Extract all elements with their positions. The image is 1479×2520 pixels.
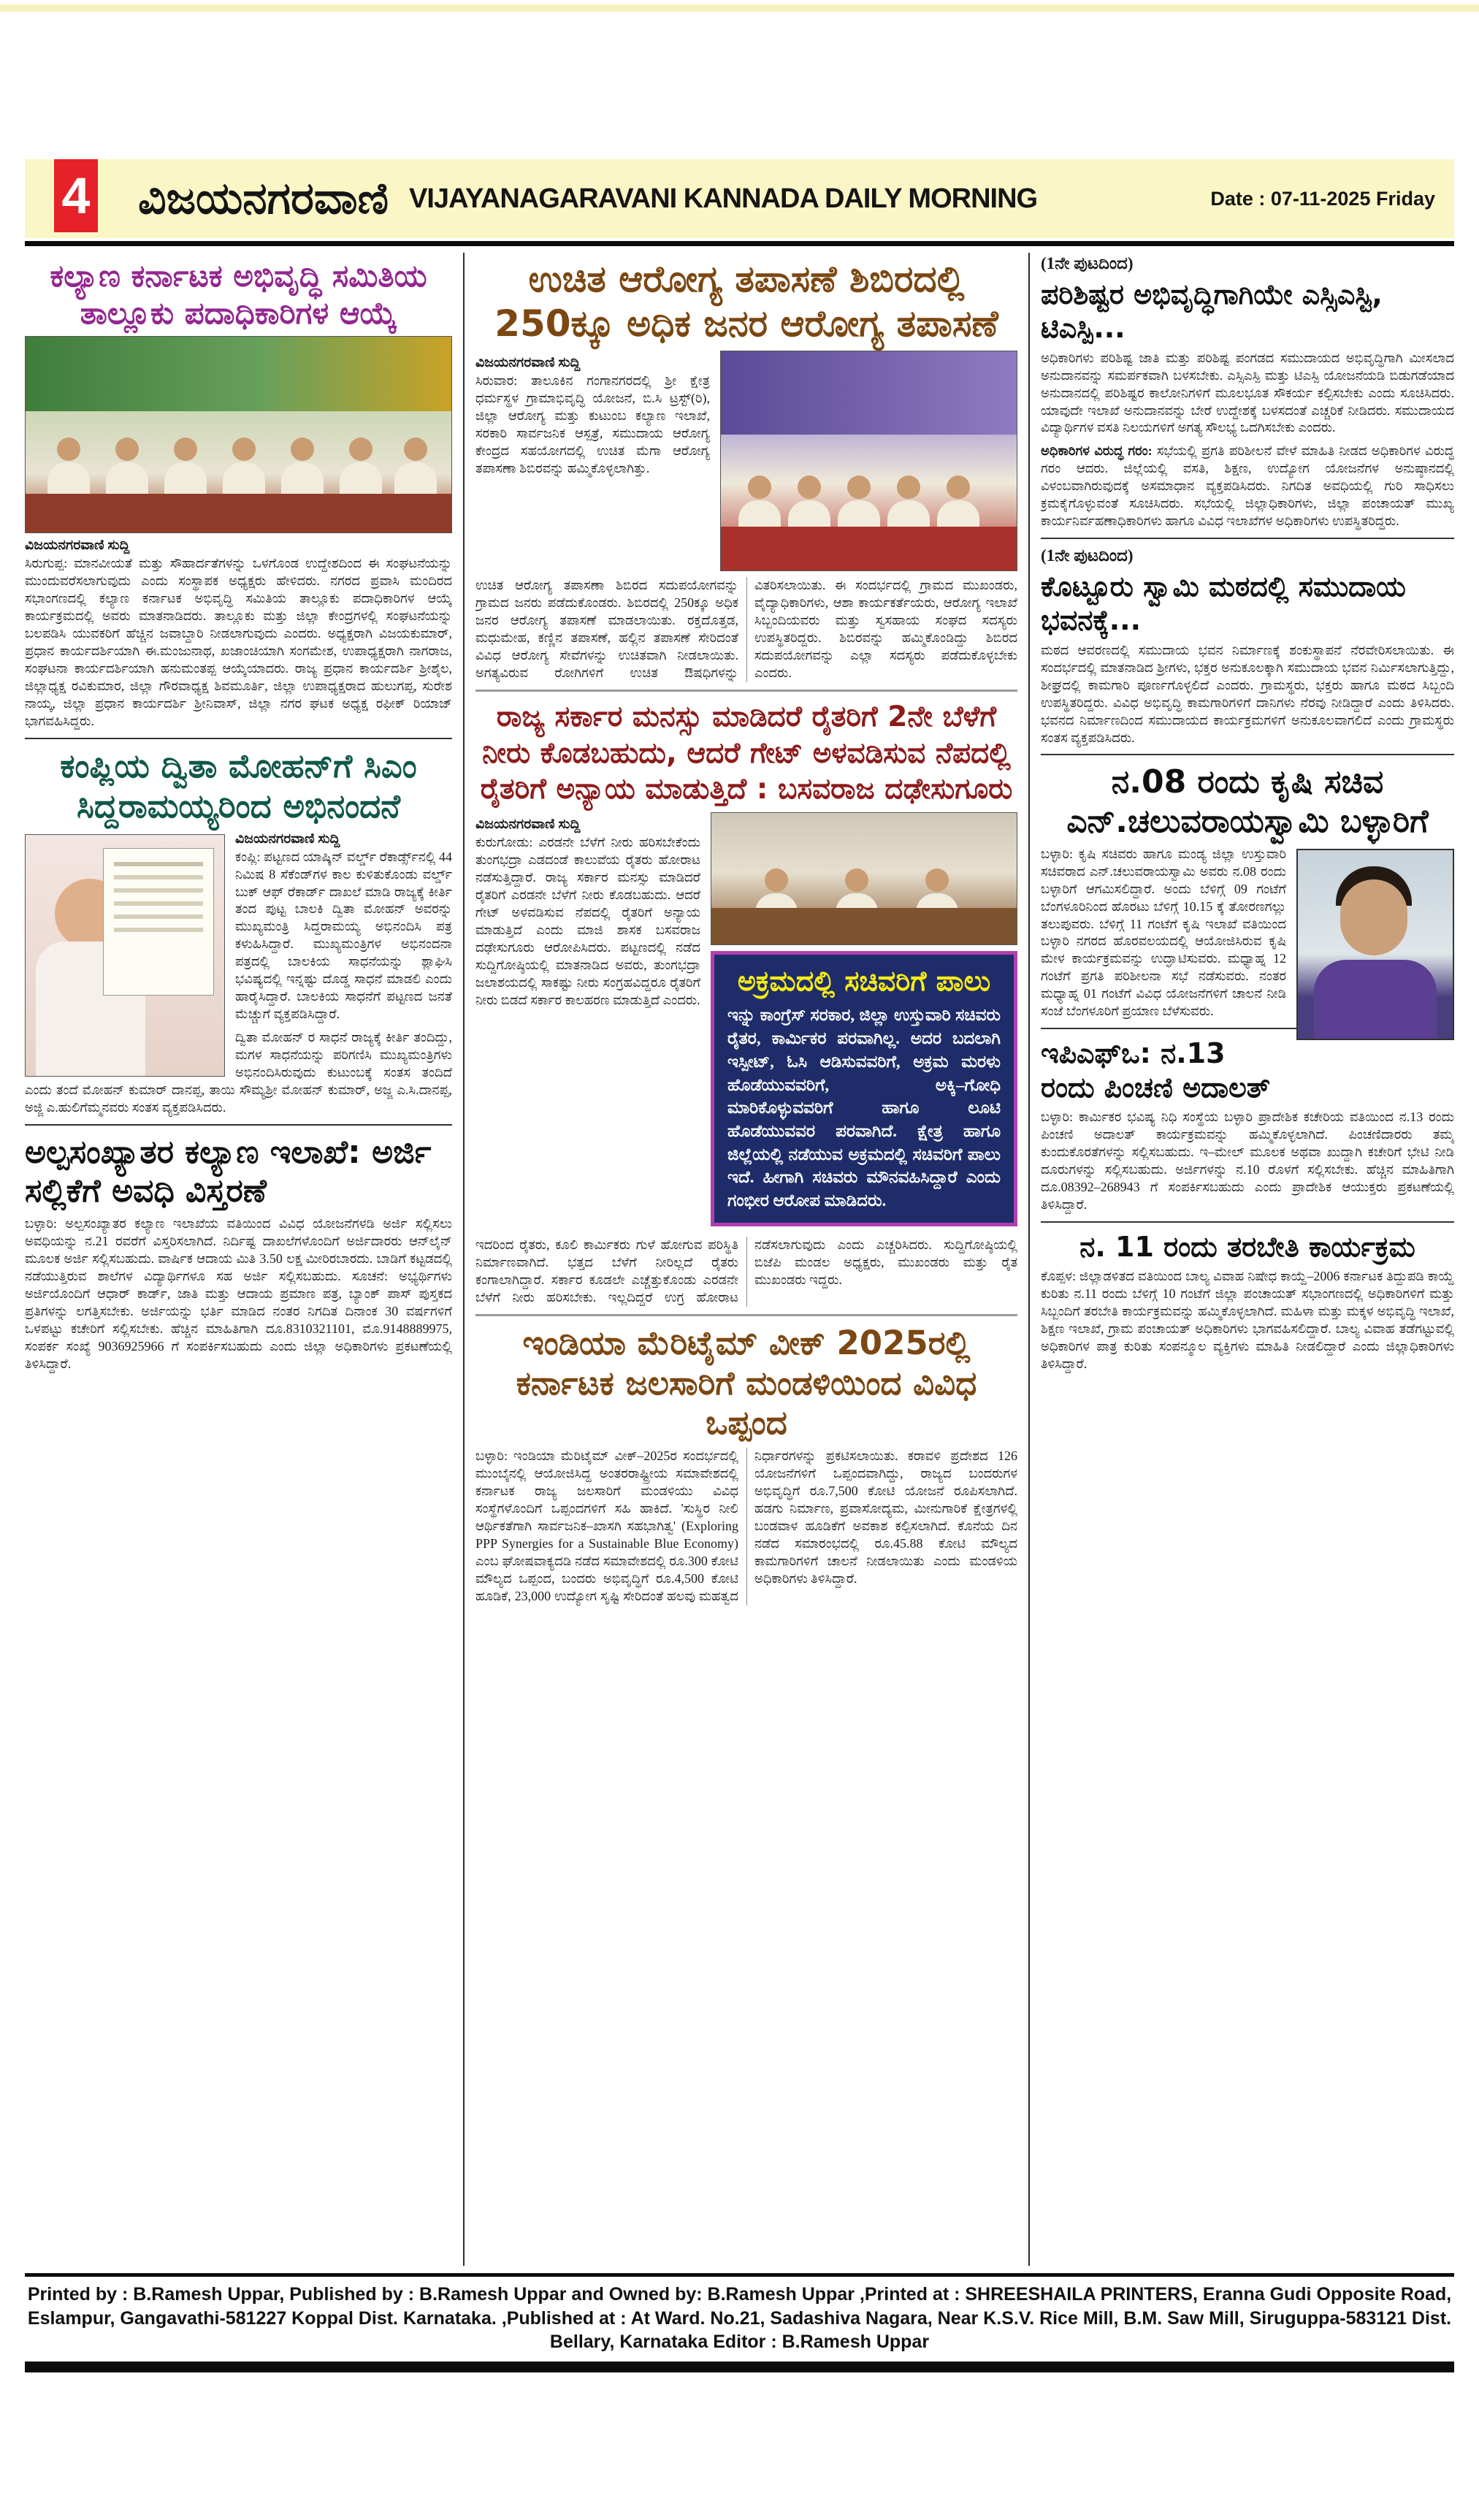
byline: ವಿಜಯನಗರವಾಣಿ ಸುದ್ದಿ	[475, 817, 581, 833]
article-scsp-tsp	[1041, 254, 1454, 530]
cm-letter-certificate	[103, 848, 214, 996]
photo-table-cloth	[26, 494, 451, 533]
photo-stage-backdrop	[721, 351, 1017, 435]
portrait-figure-face	[1340, 879, 1407, 955]
imprint-line-2: Eslampur, Gangavathi-581227 Koppal Dist. Karnataka. ,Published at : At Ward. No.21, Sadashiva Nagara, Near K.S.V. Rice Mill, B.M. Saw Mill, Siruguppa-583121 Dist.	[27, 2307, 1452, 2329]
article-divider	[475, 1314, 1017, 1316]
article-body: ಅಧಿಕಾರಿಗಳು ಪರಿಶಿಷ್ಟ ಜಾತಿ ಮತ್ತು ಪರಿಶಿಷ್ಟ ಪಂಗಡದ ಸಮುದಾಯದ ಅಭಿವೃದ್ಧಿಗಾಗಿ ಮೀಸಲಾದ ಅನುದಾನವನ್ನು ಸಮರ್ಪಕವಾಗಿ ಬಳಸಬೇಕು. ಎಸ್ಸಿಎಸ್ಪಿ ಮತ್ತು ಟಿಎಸ್ಪಿ ಯೋಜನೆಯಡಿ ಬಿಡುಗಡೆಯಾದ ಅನುದಾನದಲ್ಲಿ ಪರಿಶಿಷ್ಟರ ಕಾಲೋನಿಗಳಿಗೆ ಮೂಲಭೂತ ಸೌಕರ್ಯ ಕಲ್ಪಿಸಬೇಕು ಎಂದು ಸೂಚಿಸಿದರು. ಯಾವುದೇ ಇಲಾಖೆ ಅನುದಾನವನ್ನು ಬೇರೆ ಉದ್ದೇಶಕ್ಕೆ ಬಳಸದಂತೆ ಎಚ್ಚರಿಕೆ ನೀಡಿದರು. ಸಮುದಾಯದ ವಿದ್ಯಾರ್ಥಿಗಳ ವಸತಿ ನಿಲಯಗಳಿಗೆ ಅಗತ್ಯ ಸೌಲಭ್ಯ ಒದಗಿಸಬೇಕು ಎಂದರು.	[1041, 350, 1454, 435]
callout-body: ಇನ್ನು ಕಾಂಗ್ರೆಸ್ ಸರಕಾರ, ಜಿಲ್ಲಾ ಉಸ್ತುವಾರಿ ಸಚಿವರು ರೈತರ, ಕಾರ್ಮಿಕರ ಪರವಾಗಿಲ್ಲ. ಅದರ ಬದಲಾಗಿ ಇಸ್ಪೀಟ್, ಓಸಿ ಆಡಿಸುವವರಿಗೆ, ಅಕ್ರಮ ಮರಳು ಹೊಡೆಯುವವರಿಗೆ, ಅಕ್ಕಿ–ಗೋಧಿ ಮಾರಿಕೊಳ್ಳುವವರಿಗೆ ಹಾಗೂ ಲೂಟಿ ಹೊಡೆಯುವವರ ಪರವಾಗಿದೆ. ಕ್ಷೇತ್ರ ಹಾಗೂ ಜಿಲ್ಲೆಯಲ್ಲಿ ನಡೆಯುವ ಅಕ್ರಮದಲ್ಲಿ ಸಚಿವರಿಗೆ ಪಾಲು ಇದೆ. ಹೀಗಾಗಿ ಸಚಿವರು ಮೌನವಹಿಸಿದ್ದಾರೆ ಎಂದು ಗಂಭೀರ ಆರೋಪ ಮಾಡಿದರು.	[727, 1006, 1001, 1210]
paper-title-english: VIJAYANAGARAVANI KANNADA DAILY MORNING	[409, 183, 1038, 214]
article-body: ಬಳ್ಳಾರಿ: ಅಲ್ಪಸಂಖ್ಯಾತರ ಕಲ್ಯಾಣ ಇಲಾಖೆಯ ವತಿಯಿಂದ ವಿವಿಧ ಯೋಜನೆಗಳಡಿ ಅರ್ಜಿ ಸಲ್ಲಿಸಲು ಅವಧಿಯನ್ನು ನ.21 ರವರೆಗೆ ವಿಸ್ತರಿಸಲಾಗಿದೆ. ನಿರ್ದಿಷ್ಟ ದಾಖಲೆಗಳೊಂದಿಗೆ ಅರ್ಜಿದಾರರು ಆನ್‌ಲೈನ್ ಮೂಲಕ ಅರ್ಜಿ ಸಲ್ಲಿಸಬಹುದು. ವಾರ್ಷಿಕ ಆದಾಯ ಮಿತಿ 3.50 ಲಕ್ಷ ಮೀರಿರಬಾರದು. ಬಾಡಿಗೆ ಕಟ್ಟಡದಲ್ಲಿ ನಡೆಯುತ್ತಿರುವ ಶಾಲೆಗಳ ವಿದ್ಯಾರ್ಥಿಗಳೂ ಸಹ ಅರ್ಜಿ ಸಲ್ಲಿಸಬಹುದು. ಸೂಚನೆ: ಅಭ್ಯರ್ಥಿಗಳು ಅರ್ಜಿಯೊಂದಿಗೆ ಆಧಾರ್ ಕಾರ್ಡ್, ಜಾತಿ ಮತ್ತು ಆದಾಯ ಪ್ರಮಾಣ ಪತ್ರ, ಬ್ಯಾಂಕ್ ಪಾಸ್ ಪುಸ್ತಕದ ಪ್ರತಿಗಳನ್ನು ಲಗತ್ತಿಸಬೇಕು. ಅರ್ಜಿಯನ್ನು ಭರ್ತಿ ಮಾಡಿದ ನಂತರ ನಿಗದಿತ ದಿನಾಂಕ 30 ವರ್ಷಗಳಿಗೆ ಒಳಪಟ್ಟು ಕಚೇರಿಗೆ ಸಲ್ಲಿಸಬೇಕು. ಹೆಚ್ಚಿನ ಮಾಹಿತಿಗಾಗಿ ದೂ.8310321101, ಮೊ.9148889975, ಸಂಪರ್ಕ ಸಂಖ್ಯೆ 9036925966 ಗೆ ಸಂಪರ್ಕಿಸಬಹುದು ಎಂದು ಜಿಲ್ಲಾ ಅಧಿಕಾರಿಗಳು ಪ್ರಕಟಣೆಯಲ್ಲಿ ತಿಳಿಸಿದ್ದಾರೆ.	[25, 1216, 452, 1371]
imprint-line-1: Printed by : B.Ramesh Uppar, Published by : B.Ramesh Uppar and Owned by: B.Ramesh Uppar ,Printed at : SHREESHAILA PRINTERS, Eranna Gudi Opposite Road,	[27, 2284, 1452, 2305]
article-minister-visit	[1041, 763, 1454, 1020]
column-rule	[463, 253, 465, 2266]
headline-maritime-week: ಇಂಡಿಯಾ ಮೆರಿಟೈಮ್ ವೀಕ್ 2025ರಲ್ಲಿ ಕರ್ನಾಟಕ ಜಲಸಾರಿಗೆ ಮಂಡಳಿಯಿಂದ ವಿವಿಧ ಒಪ್ಪಂದ	[516, 1323, 977, 1443]
callout-box	[711, 951, 1017, 1226]
article-maritime-week	[475, 1324, 1017, 1605]
photo-baby-with-certificate	[25, 834, 225, 1077]
headline-health-camp: ಉಚಿತ ಆರೋಗ್ಯ ತಪಾಸಣೆ ಶಿಬಿರದಲ್ಲಿ 250ಕ್ಕೂ ಅಧಿಕ ಜನರ ಆರೋಗ್ಯ ತಪಾಸಣೆ	[494, 258, 998, 345]
byline: ವಿಜಯನಗರವಾಣಿ ಸುದ್ದಿ	[235, 831, 340, 847]
article-body: ಬಳ್ಳಾರಿ: ಕಾರ್ಮಿಕರ ಭವಿಷ್ಯ ನಿಧಿ ಸಂಸ್ಥೆಯ ಬಳ್ಳಾರಿ ಪ್ರಾದೇಶಿಕ ಕಚೇರಿಯ ವತಿಯಿಂದ ನ.13 ರಂದು ಪಿಂಚಣಿ ಅದಾಲತ್ ಕಾರ್ಯಕ್ರಮವನ್ನು ಹಮ್ಮಿಕೊಳ್ಳಲಾಗಿದೆ. ಪಿಂಚಣಿದಾರರು ತಮ್ಮ ಕುಂದುಕೊರತೆಗಳನ್ನು ಸಲ್ಲಿಸಬಹುದು. ಇ–ಮೇಲ್ ಮೂಲಕ ಅಥವಾ ಖುದ್ದಾಗಿ ಕಚೇರಿಗೆ ಭೇಟಿ ನೀಡಿ ದೂರುಗಳನ್ನು ಸಲ್ಲಿಸಬಹುದು. ಅರ್ಜಿಗಳನ್ನು ನ.10 ರೊಳಗೆ ಸಲ್ಲಿಸಬೇಕು. ಹೆಚ್ಚಿನ ಮಾಹಿತಿಗಾಗಿ ದೂ.08392–268943 ಗೆ ಸಂಪರ್ಕಿಸಬಹುದು ಎಂದು ಪ್ರಾದೇಶಿಕ ಆಯುಕ್ತರು ಪ್ರಕಟಣೆಯಲ್ಲಿ ತಿಳಿಸಿದ್ದಾರೆ.	[1041, 1109, 1454, 1212]
article-body: ಕಂಪ್ಲಿ: ಪಟ್ಟಣದ ಯಾಷ್ಕಿನ್ ವರ್ಲ್ಡ್ ರೆಕಾರ್ಡ್ಸ್‌ನಲ್ಲಿ 44 ನಿಮಿಷ 8 ಸೆಕೆಂಡ್‌ಗಳ ಕಾಲ ಕುಳಿತುಕೊಂಡು ವರ್ಲ್ಡ್ ಬುಕ್ ಆಫ್ ರೆಕಾರ್ಡ್ ದಾಖಲೆ ಮಾಡಿ ರಾಜ್ಯಕ್ಕೆ ಕೀರ್ತಿ ತಂದ ಪುಟ್ಟ ಬಾಲಕಿ ದ್ವಿತಾ ಮೋಹನ್ ಅವರನ್ನು ಮುಖ್ಯಮಂತ್ರಿ ಸಿದ್ದರಾಮಯ್ಯ ಅಭಿನಂದಿಸಿ ಪತ್ರ ಕಳುಹಿಸಿದ್ದಾರೆ. ಮುಖ್ಯಮಂತ್ರಿಗಳ ಅಭಿನಂದನಾ ಪತ್ರದಲ್ಲಿ ಬಾಲಕಿಯ ಸಾಧನೆಯನ್ನು ಶ್ಲಾಘಿಸಿ ಭವಿಷ್ಯದಲ್ಲಿ ಇನ್ನಷ್ಟು ದೊಡ್ಡ ಸಾಧನೆ ಮಾಡಲಿ ಎಂದು ಹಾರೈಸಿದ್ದಾರೆ. ಬಾಲಕಿಯ ಸಾಧನೆಗೆ ಪಟ್ಟಣದ ಜನತೆ ಮೆಚ್ಚುಗೆ ವ್ಯಕ್ತಪಡಿಸಿದ್ದಾರೆ.	[235, 849, 452, 1022]
article-kalyana-karnataka	[25, 257, 452, 730]
article-body-continued: ಇದರಿಂದ ರೈತರು, ಕೂಲಿ ಕಾರ್ಮಿಕರು ಗುಳೆ ಹೋಗುವ ಪರಿಸ್ಥಿತಿ ನಿರ್ಮಾಣವಾಗಿದೆ. ಭತ್ತದ ಬೆಳೆಗೆ ನೀರಿಲ್ಲದೆ ರೈತರು ಕಂಗಾಲಾಗಿದ್ದಾರೆ. ಸರ್ಕಾರ ಕೂಡಲೇ ಎಚ್ಚೆತ್ತುಕೊಂಡು ಎರಡನೇ ಬೆಳೆಗೆ ನೀರು ಹರಿಸಬೇಕು. ಇಲ್ಲದಿದ್ದರೆ ಉಗ್ರ ಹೋರಾಟ ನಡೆಸಲಾಗುವುದು ಎಂದು ಎಚ್ಚರಿಸಿದರು. ಸುದ್ದಿಗೋಷ್ಠಿಯಲ್ಲಿ ಬಿಜೆಪಿ ಮಂಡಲ ಅಧ್ಯಕ್ಷರು, ಮುಖಂಡರು ಮತ್ತು ರೈತ ಮುಖಂಡರು ಇದ್ದರು.	[475, 1237, 1017, 1305]
masthead	[25, 159, 1454, 238]
headline-scsp-tsp: ಪರಿಶಿಷ್ಟರ ಅಭಿವೃದ್ಧಿಗಾಗಿಯೇ ಎಸ್ಸಿಎಸ್ಟಿ, ಟಿಎಸ್ಪಿ...	[1041, 278, 1383, 345]
article-divider	[25, 738, 452, 739]
article-kottur-matha	[1041, 546, 1454, 747]
photo-banner-backdrop	[26, 337, 451, 411]
headline-minority-welfare: ಅಲ್ಪಸಂಖ್ಯಾತರ ಕಲ್ಯಾಣ ಇಲಾಖೆ: ಅರ್ಜಿ ಸಲ್ಲಿಕೆಗೆ ಅವಧಿ ವಿಸ್ತರಣೆ	[25, 1133, 432, 1210]
article-health-camp	[475, 257, 1017, 682]
portrait-figure-shirt	[1314, 960, 1437, 1039]
photo-committee-group	[25, 336, 452, 533]
article-divider	[475, 690, 1017, 692]
headline-kalyana-karnataka: ಕಲ್ಯಾಣ ಕರ್ನಾಟಕ ಅಭಿವೃದ್ಧಿ ಸಮಿತಿಯ ತಾಲ್ಲೂಕು ಪದಾಧಿಕಾರಿಗಳ ಆಯ್ಕೆ	[50, 258, 427, 332]
photo-table	[711, 908, 1017, 944]
headline-kottur-matha: ಕೊಟ್ಟೂರು ಸ್ವಾಮಿ ಮಠದಲ್ಲಿ ಸಮುದಾಯ ಭವನಕ್ಕೆ...	[1041, 570, 1406, 637]
article-body-continued: ದ್ವಿತಾ ಮೋಹನ್ ರ ಸಾಧನೆ ರಾಜ್ಯಕ್ಕೆ ಕೀರ್ತಿ ತಂದಿದ್ದು, ಮಗಳ ಸಾಧನೆಯನ್ನು ಪರಿಗಣಿಸಿ ಮುಖ್ಯಮಂತ್ರಿಗಳು ಅಭಿನಂದಿಸಿರುವುದು ಕುಟುಂಬಕ್ಕೆ ಸಂತಸ ತಂದಿದೆ ಎಂದು ತಂದೆ ಮೋಹನ್ ಕುಮಾರ್ ದಾನಪ್ಪ, ತಾಯಿ ಸೌಮ್ಯಶ್ರೀ ಮೋಹನ್ ಕುಮಾರ್, ಅಜ್ಜ ಎ.ಸಿ.ದಾನಪ್ಪ, ಅಜ್ಜಿ ಎ.ಹುಲಿಗೆಮ್ಮನವರು ಸಂತಸ ವ್ಯಕ್ತಪಡಿಸಿದರು.	[25, 1030, 452, 1115]
photo-health-camp	[720, 351, 1017, 571]
article-body: ಸಿರುಗುಪ್ಪ: ಮಾನವೀಯತೆ ಮತ್ತು ಸೌಹಾರ್ದತೆಗಳನ್ನು ಒಳಗೊಂಡ ಉದ್ದೇಶದಿಂದ ಈ ಸಂಘಟನೆಯನ್ನು ಮುಂದುವರೆಸಲಾಗುವುದು ಎಂದು ಸಂಸ್ಥಾಪಕ ಅಧ್ಯಕ್ಷರು ಹೇಳಿದರು. ನಗರದ ಪ್ರವಾಸಿ ಮಂದಿರದ ಸಭಾಂಗಣದಲ್ಲಿ ಕಲ್ಯಾಣ ಕರ್ನಾಟಕ ಅಭಿವೃದ್ಧಿ ಸಮಿತಿಯ ತಾಲ್ಲೂಕು ಪದಾಧಿಕಾರಿಗಳ ಆಯ್ಕೆ ಕಾರ್ಯಕ್ರಮದಲ್ಲಿ ಅವರು ಮಾತನಾಡಿದರು. ತಾಲ್ಲೂಕು ಮತ್ತು ಜಿಲ್ಲಾ ಕೇಂದ್ರಗಳಲ್ಲಿ ಸಂಘಟನೆಯನ್ನು ಬಲಪಡಿಸಿ ಯುವಕರಿಗೆ ಹೆಚ್ಚಿನ ಜವಾಬ್ದಾರಿ ನೀಡಲಾಗುವುದು ಎಂದರು. ಅಧ್ಯಕ್ಷರಾಗಿ ವಿಜಯಕುಮಾರ್, ಪ್ರಧಾನ ಕಾರ್ಯದರ್ಶಿಯಾಗಿ ಈ.ಮಂಜುನಾಥ, ಖಜಾಂಚಿಯಾಗಿ ಸಂಗಮೇಶ, ಉಪಾಧ್ಯಕ್ಷರಾಗಿ ನಾಗರಾಜ, ಸಂಘಟನಾ ಕಾರ್ಯದರ್ಶಿಯಾಗಿ ಹನುಮಂತಪ್ಪ ಆಯ್ಕೆಯಾದರು. ರಾಜ್ಯ ಪ್ರಧಾನ ಕಾರ್ಯದರ್ಶಿ ಶ್ರೀಶೈಲ, ಜಿಲ್ಲಾಧ್ಯಕ್ಷ ರವಿಕುಮಾರ, ಜಿಲ್ಲಾ ಗೌರವಾಧ್ಯಕ್ಷ ಶಿವಮೂರ್ತಿ, ಜಿಲ್ಲಾ ಉಪಾಧ್ಯಕ್ಷರಾದ ಹುಲುಗಪ್ಪ, ಸುರೇಶ ನಾಯ್ಕ, ಜಿಲ್ಲಾ ಪ್ರಧಾನ ಕಾರ್ಯದರ್ಶಿ ಶ್ರೀನಿವಾಸ್, ಜಿಲ್ಲಾ ನಗರ ಘಟಕ ಅಧ್ಯಕ್ಷ ರಫೀಕ್ ರಿಯಾಜ್ ಭಾಗವಹಿಸಿದ್ದರು.	[25, 556, 452, 728]
article-body-continued: ಉಚಿತ ಆರೋಗ್ಯ ತಪಾಸಣಾ ಶಿಬಿರದ ಸದುಪಯೋಗವನ್ನು ಗ್ರಾಮದ ಜನರು ಪಡೆದುಕೊಂಡರು. ಶಿಬಿರದಲ್ಲಿ 250ಕ್ಕೂ ಅಧಿಕ ಜನರ ಆರೋಗ್ಯ ತಪಾಸಣೆ ಮಾಡಲಾಯಿತು. ರಕ್ತದೊತ್ತಡ, ಮಧುಮೇಹ, ಕಣ್ಣಿನ ತಪಾಸಣೆ, ಹಲ್ಲಿನ ತಪಾಸಣೆ ಸೇರಿದಂತೆ ವಿವಿಧ ಆರೋಗ್ಯ ಸೇವೆಗಳನ್ನು ಉಚಿತವಾಗಿ ನೀಡಲಾಯಿತು. ಅಗತ್ಯವಿರುವ ರೋಗಿಗಳಿಗೆ ಉಚಿತ ಔಷಧಿಗಳನ್ನು ವಿತರಿಸಲಾಯಿತು. ಈ ಸಂದರ್ಭದಲ್ಲಿ ಗ್ರಾಮದ ಮುಖಂಡರು, ವೈದ್ಯಾಧಿಕಾರಿಗಳು, ಆಶಾ ಕಾರ್ಯಕರ್ತೆಯರು, ಆರೋಗ್ಯ ಇಲಾಖೆ ಸಿಬ್ಬಂದಿಯವರು ಮತ್ತು ಸ್ವಸಹಾಯ ಸಂಘದ ಸದಸ್ಯರು ಉಪಸ್ಥಿತರಿದ್ದರು. ಶಿಬಿರವನ್ನು ಹಮ್ಮಿಕೊಂಡಿದ್ದು ಶಿಬಿರದ ಸದುಪಯೋಗವನ್ನು ಎಲ್ಲಾ ಸದಸ್ಯರು ಪಡೆದುಕೊಳ್ಳಬೇಕು ಎಂದರು.	[475, 578, 1017, 680]
article-divider	[25, 1124, 452, 1126]
page-number: 4	[54, 159, 98, 232]
photo-press-meet	[711, 812, 1017, 945]
masthead-rule	[25, 241, 1454, 246]
column-rule	[1028, 253, 1030, 2266]
issue-date: Date : 07-11-2025 Friday	[1210, 187, 1435, 210]
article-divider	[1041, 754, 1454, 755]
article-body: ಕುರುಗೋಡು: ಎರಡನೇ ಬೆಳೆಗೆ ನೀರು ಹರಿಸಬೇಕೆಂದು ತುಂಗಭದ್ರಾ ಎಡದಂಡೆ ಕಾಲುವೆಯ ರೈತರು ಹೋರಾಟ ನಡೆಸುತ್ತಿದ್ದಾರೆ. ರಾಜ್ಯ ಸರ್ಕಾರ ಮನಸ್ಸು ಮಾಡಿದರೆ ರೈತರಿಗೆ ಎರಡನೇ ಬೆಳೆಗೆ ನೀರು ಕೊಡಬಹುದು. ಆದರೆ ಗೇಟ್ ಅಳವಡಿಸುವ ನೆಪದಲ್ಲಿ ರೈತರಿಗೆ ಅನ್ಯಾಯ ಮಾಡುತ್ತಿದೆ ಎಂದು ಮಾಜಿ ಶಾಸಕ ಬಸವರಾಜ ದಢೇಸುಗೂರು ಆರೋಪಿಸಿದರು. ಪಟ್ಟಣದಲ್ಲಿ ನಡೆದ ಸುದ್ದಿಗೋಷ್ಠಿಯಲ್ಲಿ ಮಾತನಾಡಿದ ಅವರು, ತುಂಗಭದ್ರಾ ಜಲಾಶಯದಲ್ಲಿ ಸಾಕಷ್ಟು ನೀರು ಸಂಗ್ರಹವಿದ್ದರೂ ರೈತರಿಗೆ ನೀರು ಬಿಡದೆ ಸರ್ಕಾರ ಕಾಲಹರಣ ಮಾಡುತ್ತಿದೆ ಎಂದರು.	[475, 835, 700, 1007]
continued-from-page1-label: (1ನೇ ಪುಟದಿಂದ)	[1041, 254, 1134, 272]
center-column	[475, 253, 1017, 2266]
article-dadhesugur-press	[475, 699, 1017, 1307]
left-column	[25, 253, 452, 2266]
article-divider	[1041, 1221, 1454, 1223]
article-body: ಸಿರುವಾರ: ತಾಲೂಕಿನ ಗಂಗಾನಗರದಲ್ಲಿ ಶ್ರೀ ಕ್ಷೇತ್ರ ಧರ್ಮಸ್ಥಳ ಗ್ರಾಮಾಭಿವೃದ್ಧಿ ಯೋಜನೆ, ಬಿ.ಸಿ ಟ್ರಸ್ಟ್(ರಿ), ಜಿಲ್ಲಾ ಆರೋಗ್ಯ ಮತ್ತು ಕುಟುಂಬ ಕಲ್ಯಾಣ ಇಲಾಖೆ, ಸರಕಾರಿ ಸಾರ್ವಜನಿಕ ಆಸ್ಪತ್ರೆ, ಸಮುದಾಯ ಆರೋಗ್ಯ ಕೇಂದ್ರದ ಸಹಯೋಗದಲ್ಲಿ ಉಚಿತ ಮೆಗಾ ಆರೋಗ್ಯ ತಪಾಸಣಾ ಶಿಬಿರವನ್ನು ಹಮ್ಮಿಕೊಳ್ಳಲಾಗಿತ್ತು.	[475, 373, 710, 476]
headline-minister-visit: ನ.08 ರಂದು ಕೃಷಿ ಸಚಿವ ಎನ್.ಚಲುವರಾಯಸ್ವಾಮಿ ಬಳ್ಳಾರಿಗೆ	[1066, 763, 1429, 841]
right-column	[1041, 253, 1454, 2266]
byline: ವಿಜಯನಗರವಾಣಿ ಸುದ್ದಿ	[25, 538, 130, 554]
article-divider	[1041, 538, 1454, 539]
article-minority-welfare	[25, 1133, 452, 1373]
footer-rule	[25, 2273, 1454, 2277]
headline-epfo-adalat: ಇಪಿಎಫ್ಒ: ನ.13 ರಂದು ಪಿಂಚಣಿ ಅದಾಲತ್	[1041, 1037, 1271, 1104]
article-body: ಬಳ್ಳಾರಿ: ಇಂಡಿಯಾ ಮೆರಿಟೈಮ್ ವೀಕ್–2025ರ ಸಂದರ್ಭದಲ್ಲಿ ಮುಂಬೈನಲ್ಲಿ ಆಯೋಜಿಸಿದ್ದ ಅಂತರರಾಷ್ಟ್ರೀಯ ಸಮಾವೇಶದಲ್ಲಿ ಕರ್ನಾಟಕ ರಾಜ್ಯ ಜಲಸಾರಿಗೆ ಮಂಡಳಿಯು ವಿವಿಧ ಸಂಸ್ಥೆಗಳೊಂದಿಗೆ ಒಪ್ಪಂದಗಳಿಗೆ ಸಹಿ ಹಾಕಿದೆ. 'ಸುಸ್ಥಿರ ನೀಲಿ ಆರ್ಥಿಕತೆಗಾಗಿ ಸಾರ್ವಜನಿಕ–ಖಾಸಗಿ ಸಹಭಾಗಿತ್ವ' (Exploring PPP Synergies for a Sustainable Blue Economy) ಎಂಬ ಘೋಷವಾಕ್ಯದಡಿ ನಡೆದ ಸಮಾವೇಶದಲ್ಲಿ ರೂ.300 ಕೋಟಿ ಮೌಲ್ಯದ ಒಪ್ಪಂದ, ಬಂದರು ಅಭಿವೃದ್ಧಿಗೆ ರೂ.4,500 ಕೋಟಿ ಹೂಡಿಕೆ, 23,000 ಉದ್ಯೋಗ ಸೃಷ್ಟಿ ಸೇರಿದಂತೆ ಹಲವು ಮಹತ್ವದ ನಿರ್ಧಾರಗಳನ್ನು ಪ್ರಕಟಿಸಲಾಯಿತು. ಕರಾವಳಿ ಪ್ರದೇಶದ 126 ಯೋಜನೆಗಳಿಗೆ ಒಪ್ಪಂದವಾಗಿದ್ದು, ರಾಜ್ಯದ ಬಂದರುಗಳ ಅಭಿವೃದ್ಧಿಗೆ ರೂ.7,500 ಕೋಟಿ ಯೋಜನೆ ರೂಪಿಸಲಾಗಿದೆ. ಹಡಗು ನಿರ್ಮಾಣ, ಪ್ರವಾಸೋದ್ಯಮ, ಮೀನುಗಾರಿಕೆ ಕ್ಷೇತ್ರಗಳಲ್ಲಿ ಬಂಡವಾಳ ಹೂಡಿಕೆಗೆ ಅವಕಾಶ ಕಲ್ಪಿಸಲಾಗಿದೆ. ಕೊನೆಯ ದಿನ ನಡೆದ ಸಮಾರಂಭದಲ್ಲಿ ರೂ.45.88 ಕೋಟಿ ಮೌಲ್ಯದ ಕಾಮಗಾರಿಗಳಿಗೆ ಚಾಲನೆ ನೀಡಲಾಯಿತು ಎಂದು ಮಂಡಳಿಯ ಅಧಿಕಾರಿಗಳು ತಿಳಿಸಿದ್ದಾರೆ.	[475, 1448, 1017, 1603]
headline-training-program: ನ. 11 ರಂದು ತರಬೇತಿ ಕಾರ್ಯಕ್ರಮ	[1079, 1230, 1415, 1263]
imprint-footer	[25, 2273, 1454, 2372]
imprint-line-3: Bellary, Karnataka Editor : B.Ramesh Uppar	[549, 2332, 930, 2352]
article-body: ಬಳ್ಳಾರಿ: ಕೃಷಿ ಸಚಿವರು ಹಾಗೂ ಮಂಡ್ಯ ಜಿಲ್ಲಾ ಉಸ್ತುವಾರಿ ಸಚಿವರಾದ ಎನ್.ಚಲುವರಾಯಸ್ವಾಮಿ ಅವರು ನ.08 ರಂದು ಬಳ್ಳಾರಿಗೆ ಆಗಮಿಸಲಿದ್ದಾರೆ. ಅಂದು ಬೆಳಿಗ್ಗೆ 09 ಗಂಟೆಗೆ ಬೆಂಗಳೂರಿನಿಂದ ಹೊರಟು ಬೆಳಿಗ್ಗೆ 10.15 ಕ್ಕೆ ತೋರಣಗಲ್ಲು ತಲುಪುವರು. ಬೆಳಿಗ್ಗೆ 11 ಗಂಟೆಗೆ ಕೃಷಿ ಇಲಾಖೆ ವತಿಯಿಂದ ಬಳ್ಳಾರಿ ನಗರದ ಹೊರವಲಯದಲ್ಲಿ ಆಯೋಜಿಸಿರುವ ಕೃಷಿ ಮೇಳ ಕಾರ್ಯಕ್ರಮವನ್ನು ಉದ್ಘಾಟಿಸುವರು. ಮಧ್ಯಾಹ್ನ 12 ಗಂಟೆಗೆ ಪ್ರಗತಿ ಪರಿಶೀಲನಾ ಸಭೆ ನಡೆಸುವರು. ನಂತರ ಮಧ್ಯಾಹ್ನ 01 ಗಂಟೆಗೆ ವಿವಿಧ ಯೋಜನೆಗಳಿಗೆ ಚಾಲನೆ ನೀಡಿ ಸಂಜೆ ಬೆಂಗಳೂರಿಗೆ ಪ್ರಯಾಣ ಬೆಳೆಸುವರು.	[1041, 846, 1286, 1019]
byline: ವಿಜಯನಗರವಾಣಿ ಸುದ್ದಿ	[475, 355, 581, 370]
headline-dvita-mohan: ಕಂಪ್ಲಿಯ ದ್ವಿತಾ ಮೋಹನ್‌ಗೆ ಸಿಎಂ ಸಿದ್ದರಾಮಯ್ಯರಿಂದ ಅಭಿನಂದನೆ	[60, 746, 417, 825]
article-training-program	[1041, 1230, 1454, 1373]
page-columns	[25, 253, 1454, 2266]
photo-chairs-row	[721, 527, 1017, 570]
article-body: ಮಠದ ಆವರಣದಲ್ಲಿ ಸಮುದಾಯ ಭವನ ನಿರ್ಮಾಣಕ್ಕೆ ಶಂಕುಸ್ಥಾಪನೆ ನೆರವೇರಿಸಲಾಯಿತು. ಈ ಸಂದರ್ಭದಲ್ಲಿ ಮಾತನಾಡಿದ ಶ್ರೀಗಳು, ಭಕ್ತರ ಅನುಕೂಲಕ್ಕಾಗಿ ಸಮುದಾಯ ಭವನ ನಿರ್ಮಿಸಲಾಗುತ್ತಿದ್ದು, ಶೀಘ್ರದಲ್ಲಿ ಕಾಮಗಾರಿ ಪೂರ್ಣಗೊಳ್ಳಲಿದೆ ಎಂದರು. ಗ್ರಾಮಸ್ಥರು, ಭಕ್ತರು ಹಾಗೂ ಮಠದ ಸಿಬ್ಬಂದಿ ಉಪಸ್ಥಿತರಿದ್ದರು. ವಿವಿಧ ಅಭಿವೃದ್ಧಿ ಕಾಮಗಾರಿಗಳಿಗೆ ದಾನಿಗಳು ನೆರವು ನೀಡಿದ್ದಾರೆ ಎಂದು ತಿಳಿಸಿದರು. ಭವನದ ನಿರ್ಮಾಣದಿಂದ ಸಮುದಾಯದ ಕಾರ್ಯಕ್ರಮಗಳಿಗೆ ಅನುಕೂಲವಾಗಲಿದೆ ಎಂದು ಗ್ರಾಮಸ್ಥರು ಸಂತಸ ವ್ಯಕ್ತಪಡಿಸಿದರು.	[1041, 642, 1454, 745]
article-dvita-mohan	[25, 747, 452, 1117]
photo-minister-portrait	[1296, 849, 1454, 1040]
article-body-continued: ಸಭೆಯಲ್ಲಿ ಪ್ರಗತಿ ಪರಿಶೀಲನೆ ವೇಳೆ ಮಾಹಿತಿ ನೀಡದ ಅಧಿಕಾರಿಗಳ ವಿರುದ್ಧ ಗರಂ ಆದರು. ಜಿಲ್ಲೆಯಲ್ಲಿ ವಸತಿ, ಶಿಕ್ಷಣ, ಉದ್ಯೋಗ ಯೋಜನೆಗಳ ಅನುಷ್ಠಾನದಲ್ಲಿ ವಿಳಂಬವಾಗಿರುವುದಕ್ಕೆ ಅಸಮಾಧಾನ ವ್ಯಕ್ತಪಡಿಸಿದರು. ನಿಗದಿತ ಅವಧಿಯಲ್ಲಿ ಗುರಿ ಸಾಧಿಸಲು ಕ್ರಮಕೈಗೊಳ್ಳುವಂತೆ ಸೂಚಿಸಿದರು. ಸಭೆಯಲ್ಲಿ ಜಿಲ್ಲಾಧಿಕಾರಿಗಳು, ಜಿಲ್ಲಾ ಪಂಚಾಯತ್ ಮುಖ್ಯ ಕಾರ್ಯನಿರ್ವಹಣಾಧಿಕಾರಿಗಳು ಹಾಗೂ ವಿವಿಧ ಇಲಾಖೆಗಳ ಅಧಿಕಾರಿಗಳು ಉಪಸ್ಥಿತರಿದ್ದರು.	[1041, 443, 1454, 529]
article-epfo-adalat	[1041, 1036, 1454, 1213]
top-decorative-strip	[0, 4, 1479, 12]
inline-subhead: ಅಧಿಕಾರಿಗಳ ವಿರುದ್ಧ ಗರಂ:	[1041, 443, 1153, 459]
callout-title: ಅಕ್ರಮದಲ್ಲಿ ಸಚಿವರಿಗೆ ಪಾಲು	[737, 965, 991, 998]
paper-title-kannada: ವಿಜಯನಗರವಾಣಿ	[138, 173, 389, 224]
footer-bottom-bar	[25, 2361, 1454, 2372]
continued-from-page1-label: (1ನೇ ಪುಟದಿಂದ)	[1041, 546, 1134, 565]
headline-dadhesugur: ರಾಜ್ಯ ಸರ್ಕಾರ ಮನಸ್ಸು ಮಾಡಿದರೆ ರೈತರಿಗೆ 2ನೇ ಬೆಳೆಗೆ ನೀರು ಕೊಡಬಹುದು, ಆದರೆ ಗೇಟ್ ಅಳವಡಿಸುವ ನೆಪದಲ್ಲಿ ರೈತರಿಗೆ ಅನ್ಯಾಯ ಮಾಡುತ್ತಿದೆ : ಬಸವರಾಜ ದಢೇಸುಗೂರು	[480, 700, 1013, 806]
article-body: ಕೊಪ್ಪಳ: ಜಿಲ್ಲಾಡಳಿತದ ವತಿಯಿಂದ ಬಾಲ್ಯ ವಿವಾಹ ನಿಷೇಧ ಕಾಯ್ದೆ–2006 ಕರ್ನಾಟಕ ತಿದ್ದುಪಡಿ ಕಾಯ್ದೆ ಕುರಿತು ನ.11 ರಂದು ಬೆಳಿಗ್ಗೆ 10 ಗಂಟೆಗೆ ಜಿಲ್ಲಾ ಪಂಚಾಯತ್ ಸಭಾಂಗಣದಲ್ಲಿ ಅಧಿಕಾರಿಗಳಿಗೆ ಮತ್ತು ಸಿಬ್ಬಂದಿಗೆ ತರಬೇತಿ ಕಾರ್ಯಕ್ರಮವನ್ನು ಹಮ್ಮಿಕೊಳ್ಳಲಾಗಿದೆ. ಮಹಿಳಾ ಮತ್ತು ಮಕ್ಕಳ ಅಭಿವೃದ್ಧಿ ಇಲಾಖೆ, ಶಿಕ್ಷಣ ಇಲಾಖೆ, ಗ್ರಾಮ ಪಂಚಾಯತ್ ಅಧಿಕಾರಿಗಳು ಭಾಗವಹಿಸಲಿದ್ದಾರೆ. ಬಾಲ್ಯ ವಿವಾಹ ತಡೆಗಟ್ಟುವಲ್ಲಿ ಅಧಿಕಾರಿಗಳ ಪಾತ್ರ ಕುರಿತು ಸಂಪನ್ಮೂಲ ವ್ಯಕ್ತಿಗಳು ಮಾಹಿತಿ ನೀಡಲಿದ್ದಾರೆ ಎಂದು ಜಿಲ್ಲಾಧಿಕಾರಿಗಳು ತಿಳಿಸಿದ್ದಾರೆ.	[1041, 1268, 1454, 1371]
